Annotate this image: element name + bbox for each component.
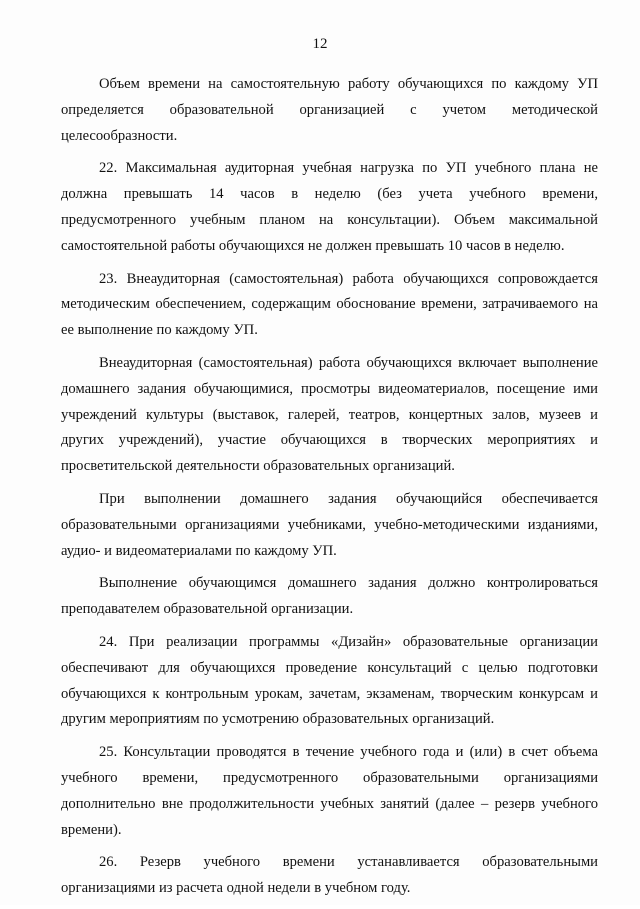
paragraph-24-consultations: 24. При реализации программы «Дизайн» образовательные организации обеспечивают для обучающихся проведение консультаций с целью подготовки обучающихся к контрольным урокам, зачетам, экзаменам, творческим конкурсам и другим мероприятиям по усмотрению образовательных организаций.: [61, 633, 598, 728]
paragraph-extracurricular-includes: Внеаудиторная (самостоятельная) работа обучающихся включает выполнение домашнего задания обучающимися, просмотры видеоматериалов, посещение ими учреждений культуры (выставок, галерей, театров, концертных залов, музеев и других учреждений), участие обучающихся в творческих мероприятиях и просветительской деятельности образовательных организаций.: [61, 354, 598, 475]
paragraph-homework-provision: При выполнении домашнего задания обучающийся обеспечивается образовательными организациями учебниками, учебно-методическими изданиями, аудио- и видеоматериалами по каждому УП.: [61, 490, 598, 559]
paragraph-23-extracurricular-work: 23. Внеаудиторная (самостоятельная) работа обучающихся сопровождается методическим обеспечением, содержащим обоснование времени, затрачиваемого на ее выполнение по каждому УП.: [61, 270, 598, 339]
paragraph-26-reserve-time: 26. Резерв учебного времени устанавливается образовательными организациями из расчета одной недели в учебном году.: [61, 854, 598, 897]
paragraph-homework-control: Выполнение обучающимся домашнего задания должно контролироваться преподавателем образовательной организации.: [61, 575, 598, 618]
paragraph-25-consultation-time: 25. Консультации проводятся в течение учебного года и (или) в счет объема учебного времени, предусмотренного образовательными организациями дополнительно вне продолжительности учебных занятий (далее – резерв учебного времени).: [61, 744, 598, 838]
paragraph-self-study-volume: Объем времени на самостоятельную работу обучающихся по каждому УП определяется образовательной организацией с учетом методической целесообразности.: [61, 76, 598, 144]
document-body: [61, 72, 598, 909]
paragraph-22-max-load: 22. Максимальная аудиторная учебная нагрузка по УП учебного плана не должна превышать 14 часов в неделю (без учета учебного времени, предусмотренного учебным планом на консультации). Объем максимальной самостоятельной работы обучающихся не должен превышать 10 часов в неделю.: [61, 160, 598, 254]
page-number: 12: [312, 36, 328, 52]
